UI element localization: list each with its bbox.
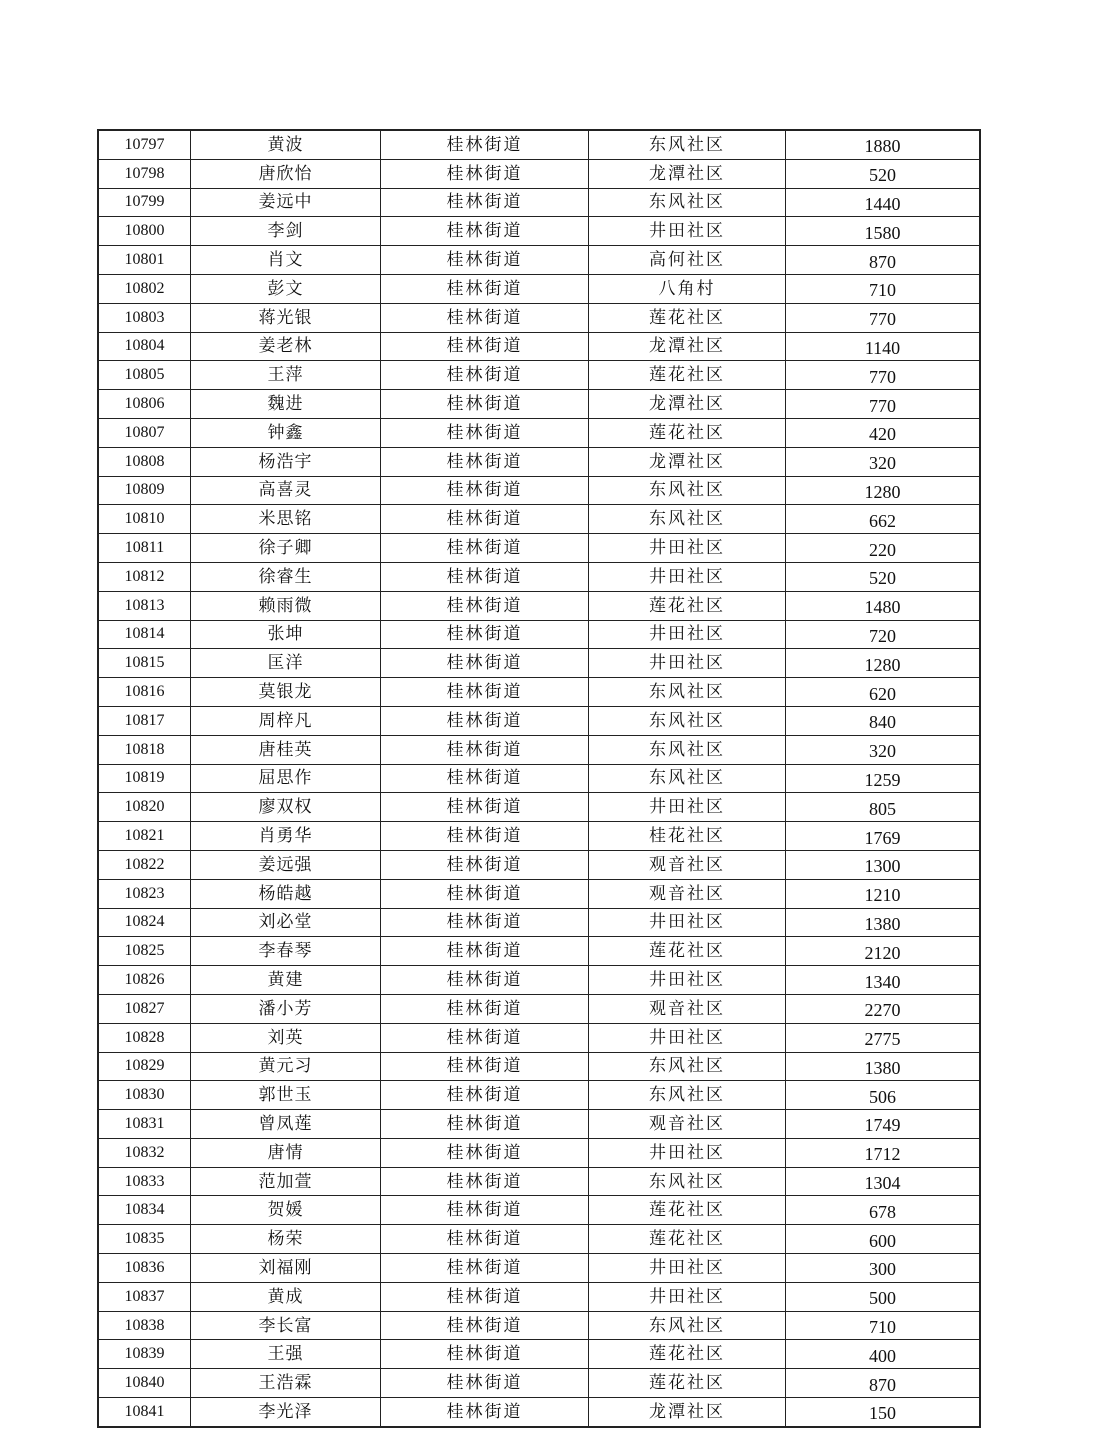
table-row <box>98 534 980 563</box>
amount-cell: 420 <box>786 418 981 447</box>
amount-cell: 2270 <box>786 994 981 1023</box>
table-row <box>98 418 980 447</box>
table-row <box>98 620 980 649</box>
record-id-cell: 10806 <box>98 390 191 419</box>
record-id-cell: 10815 <box>98 649 191 678</box>
community-cell: 井田社区 <box>589 1282 786 1311</box>
person-name-cell: 黄元习 <box>191 1052 381 1081</box>
table-row <box>98 130 980 159</box>
table-row <box>98 1282 980 1311</box>
table-row <box>98 1138 980 1167</box>
community-cell: 龙潭社区 <box>589 1398 786 1427</box>
community-cell: 龙潭社区 <box>589 159 786 188</box>
amount-cell: 870 <box>786 246 981 275</box>
table-row <box>98 303 980 332</box>
table-row <box>98 1254 980 1283</box>
community-cell: 龙潭社区 <box>589 332 786 361</box>
person-name-cell: 姜远强 <box>191 850 381 879</box>
amount-cell: 1580 <box>786 217 981 246</box>
amount-cell: 1340 <box>786 966 981 995</box>
record-id-cell: 10838 <box>98 1311 191 1340</box>
street-cell: 桂林街道 <box>381 447 589 476</box>
person-name-cell: 曾凤莲 <box>191 1110 381 1139</box>
community-cell: 东风社区 <box>589 505 786 534</box>
community-cell: 东风社区 <box>589 130 786 159</box>
record-id-cell: 10830 <box>98 1081 191 1110</box>
community-cell: 莲花社区 <box>589 303 786 332</box>
person-name-cell: 贺媛 <box>191 1196 381 1225</box>
person-name-cell: 赖雨微 <box>191 591 381 620</box>
table-row <box>98 361 980 390</box>
amount-cell: 400 <box>786 1340 981 1369</box>
street-cell: 桂林街道 <box>381 649 589 678</box>
table-row <box>98 1225 980 1254</box>
person-name-cell: 杨浩宇 <box>191 447 381 476</box>
street-cell: 桂林街道 <box>381 591 589 620</box>
record-id-cell: 10798 <box>98 159 191 188</box>
person-name-cell: 黄成 <box>191 1282 381 1311</box>
community-cell: 井田社区 <box>589 793 786 822</box>
community-cell: 东风社区 <box>589 735 786 764</box>
amount-cell: 500 <box>786 1282 981 1311</box>
community-cell: 高何社区 <box>589 246 786 275</box>
table-row <box>98 246 980 275</box>
amount-cell: 720 <box>786 620 981 649</box>
amount-cell: 805 <box>786 793 981 822</box>
person-name-cell: 杨荣 <box>191 1225 381 1254</box>
table-row <box>98 879 980 908</box>
street-cell: 桂林街道 <box>381 793 589 822</box>
record-id-cell: 10808 <box>98 447 191 476</box>
table-row <box>98 562 980 591</box>
street-cell: 桂林街道 <box>381 1023 589 1052</box>
record-id-cell: 10822 <box>98 850 191 879</box>
street-cell: 桂林街道 <box>381 966 589 995</box>
record-id-cell: 10805 <box>98 361 191 390</box>
table-row <box>98 1196 980 1225</box>
person-name-cell: 范加萱 <box>191 1167 381 1196</box>
amount-cell: 870 <box>786 1369 981 1398</box>
street-cell: 桂林街道 <box>381 418 589 447</box>
person-name-cell: 郭世玉 <box>191 1081 381 1110</box>
table-row <box>98 159 980 188</box>
person-name-cell: 徐子卿 <box>191 534 381 563</box>
table-row <box>98 188 980 217</box>
record-id-cell: 10827 <box>98 994 191 1023</box>
record-id-cell: 10814 <box>98 620 191 649</box>
record-id-cell: 10839 <box>98 1340 191 1369</box>
person-name-cell: 黄建 <box>191 966 381 995</box>
street-cell: 桂林街道 <box>381 534 589 563</box>
street-cell: 桂林街道 <box>381 159 589 188</box>
street-cell: 桂林街道 <box>381 994 589 1023</box>
amount-cell: 770 <box>786 390 981 419</box>
street-cell: 桂林街道 <box>381 1340 589 1369</box>
records-table <box>97 129 981 1428</box>
street-cell: 桂林街道 <box>381 217 589 246</box>
community-cell: 八角村 <box>589 274 786 303</box>
person-name-cell: 李光泽 <box>191 1398 381 1427</box>
record-id-cell: 10819 <box>98 764 191 793</box>
record-id-cell: 10828 <box>98 1023 191 1052</box>
street-cell: 桂林街道 <box>381 908 589 937</box>
record-id-cell: 10832 <box>98 1138 191 1167</box>
amount-cell: 1259 <box>786 764 981 793</box>
street-cell: 桂林街道 <box>381 850 589 879</box>
record-id-cell: 10817 <box>98 706 191 735</box>
person-name-cell: 潘小芳 <box>191 994 381 1023</box>
street-cell: 桂林街道 <box>381 1254 589 1283</box>
person-name-cell: 张坤 <box>191 620 381 649</box>
record-id-cell: 10802 <box>98 274 191 303</box>
record-id-cell: 10818 <box>98 735 191 764</box>
street-cell: 桂林街道 <box>381 130 589 159</box>
table-row <box>98 764 980 793</box>
person-name-cell: 刘必堂 <box>191 908 381 937</box>
amount-cell: 1210 <box>786 879 981 908</box>
record-id-cell: 10803 <box>98 303 191 332</box>
street-cell: 桂林街道 <box>381 1138 589 1167</box>
table-row <box>98 505 980 534</box>
table-row <box>98 1340 980 1369</box>
street-cell: 桂林街道 <box>381 562 589 591</box>
person-name-cell: 李长富 <box>191 1311 381 1340</box>
community-cell: 观音社区 <box>589 879 786 908</box>
table-row <box>98 822 980 851</box>
record-id-cell: 10807 <box>98 418 191 447</box>
street-cell: 桂林街道 <box>381 303 589 332</box>
community-cell: 井田社区 <box>589 1254 786 1283</box>
community-cell: 东风社区 <box>589 1167 786 1196</box>
table-row <box>98 937 980 966</box>
street-cell: 桂林街道 <box>381 1081 589 1110</box>
table-row <box>98 994 980 1023</box>
table-row <box>98 390 980 419</box>
person-name-cell: 刘英 <box>191 1023 381 1052</box>
street-cell: 桂林街道 <box>381 274 589 303</box>
table-row <box>98 966 980 995</box>
record-id-cell: 10810 <box>98 505 191 534</box>
record-id-cell: 10801 <box>98 246 191 275</box>
community-cell: 井田社区 <box>589 966 786 995</box>
person-name-cell: 唐情 <box>191 1138 381 1167</box>
person-name-cell: 钟鑫 <box>191 418 381 447</box>
person-name-cell: 黄波 <box>191 130 381 159</box>
table-row <box>98 332 980 361</box>
community-cell: 井田社区 <box>589 649 786 678</box>
amount-cell: 1380 <box>786 908 981 937</box>
record-id-cell: 10812 <box>98 562 191 591</box>
table-row <box>98 1398 980 1427</box>
person-name-cell: 蒋光银 <box>191 303 381 332</box>
street-cell: 桂林街道 <box>381 1167 589 1196</box>
person-name-cell: 肖勇华 <box>191 822 381 851</box>
community-cell: 东风社区 <box>589 706 786 735</box>
person-name-cell: 匡洋 <box>191 649 381 678</box>
table-row <box>98 706 980 735</box>
person-name-cell: 唐欣怡 <box>191 159 381 188</box>
person-name-cell: 刘福刚 <box>191 1254 381 1283</box>
amount-cell: 2775 <box>786 1023 981 1052</box>
street-cell: 桂林街道 <box>381 332 589 361</box>
record-id-cell: 10841 <box>98 1398 191 1427</box>
amount-cell: 520 <box>786 562 981 591</box>
street-cell: 桂林街道 <box>381 361 589 390</box>
person-name-cell: 莫银龙 <box>191 678 381 707</box>
record-id-cell: 10833 <box>98 1167 191 1196</box>
community-cell: 莲花社区 <box>589 1225 786 1254</box>
table-row <box>98 793 980 822</box>
table-row <box>98 274 980 303</box>
community-cell: 莲花社区 <box>589 591 786 620</box>
amount-cell: 840 <box>786 706 981 735</box>
street-cell: 桂林街道 <box>381 735 589 764</box>
street-cell: 桂林街道 <box>381 505 589 534</box>
record-id-cell: 10804 <box>98 332 191 361</box>
amount-cell: 1380 <box>786 1052 981 1081</box>
community-cell: 井田社区 <box>589 1023 786 1052</box>
table-row <box>98 476 980 505</box>
record-id-cell: 10825 <box>98 937 191 966</box>
person-name-cell: 魏进 <box>191 390 381 419</box>
amount-cell: 1300 <box>786 850 981 879</box>
person-name-cell: 屈思作 <box>191 764 381 793</box>
street-cell: 桂林街道 <box>381 1398 589 1427</box>
amount-cell: 1480 <box>786 591 981 620</box>
record-id-cell: 10821 <box>98 822 191 851</box>
community-cell: 莲花社区 <box>589 1369 786 1398</box>
person-name-cell: 周梓凡 <box>191 706 381 735</box>
person-name-cell: 唐桂英 <box>191 735 381 764</box>
amount-cell: 220 <box>786 534 981 563</box>
person-name-cell: 姜老林 <box>191 332 381 361</box>
amount-cell: 1140 <box>786 332 981 361</box>
street-cell: 桂林街道 <box>381 822 589 851</box>
street-cell: 桂林街道 <box>381 879 589 908</box>
person-name-cell: 彭文 <box>191 274 381 303</box>
record-id-cell: 10797 <box>98 130 191 159</box>
person-name-cell: 王强 <box>191 1340 381 1369</box>
community-cell: 东风社区 <box>589 678 786 707</box>
community-cell: 东风社区 <box>589 764 786 793</box>
community-cell: 东风社区 <box>589 476 786 505</box>
table-row <box>98 447 980 476</box>
community-cell: 桂花社区 <box>589 822 786 851</box>
table-row <box>98 850 980 879</box>
street-cell: 桂林街道 <box>381 1311 589 1340</box>
amount-cell: 1440 <box>786 188 981 217</box>
community-cell: 井田社区 <box>589 620 786 649</box>
community-cell: 东风社区 <box>589 1052 786 1081</box>
person-name-cell: 王浩霖 <box>191 1369 381 1398</box>
person-name-cell: 杨皓越 <box>191 879 381 908</box>
table-row <box>98 908 980 937</box>
amount-cell: 1280 <box>786 476 981 505</box>
community-cell: 莲花社区 <box>589 418 786 447</box>
record-id-cell: 10840 <box>98 1369 191 1398</box>
record-id-cell: 10811 <box>98 534 191 563</box>
table-row <box>98 1023 980 1052</box>
record-id-cell: 10816 <box>98 678 191 707</box>
amount-cell: 1280 <box>786 649 981 678</box>
person-name-cell: 肖文 <box>191 246 381 275</box>
community-cell: 莲花社区 <box>589 937 786 966</box>
amount-cell: 600 <box>786 1225 981 1254</box>
street-cell: 桂林街道 <box>381 1225 589 1254</box>
amount-cell: 620 <box>786 678 981 707</box>
community-cell: 井田社区 <box>589 1138 786 1167</box>
street-cell: 桂林街道 <box>381 1052 589 1081</box>
table-row <box>98 591 980 620</box>
community-cell: 观音社区 <box>589 1110 786 1139</box>
amount-cell: 300 <box>786 1254 981 1283</box>
amount-cell: 320 <box>786 447 981 476</box>
amount-cell: 678 <box>786 1196 981 1225</box>
table-row <box>98 1369 980 1398</box>
community-cell: 莲花社区 <box>589 1196 786 1225</box>
records-table-body <box>98 130 980 1427</box>
amount-cell: 662 <box>786 505 981 534</box>
person-name-cell: 李春琴 <box>191 937 381 966</box>
record-id-cell: 10823 <box>98 879 191 908</box>
amount-cell: 320 <box>786 735 981 764</box>
record-id-cell: 10834 <box>98 1196 191 1225</box>
amount-cell: 1304 <box>786 1167 981 1196</box>
person-name-cell: 廖双权 <box>191 793 381 822</box>
community-cell: 东风社区 <box>589 188 786 217</box>
street-cell: 桂林街道 <box>381 678 589 707</box>
record-id-cell: 10813 <box>98 591 191 620</box>
table-row <box>98 678 980 707</box>
table-row <box>98 1311 980 1340</box>
table-row <box>98 217 980 246</box>
amount-cell: 1712 <box>786 1138 981 1167</box>
person-name-cell: 米思铭 <box>191 505 381 534</box>
community-cell: 井田社区 <box>589 908 786 937</box>
street-cell: 桂林街道 <box>381 1110 589 1139</box>
person-name-cell: 王萍 <box>191 361 381 390</box>
amount-cell: 506 <box>786 1081 981 1110</box>
street-cell: 桂林街道 <box>381 1369 589 1398</box>
record-id-cell: 10824 <box>98 908 191 937</box>
street-cell: 桂林街道 <box>381 1282 589 1311</box>
record-id-cell: 10799 <box>98 188 191 217</box>
community-cell: 井田社区 <box>589 534 786 563</box>
person-name-cell: 高喜灵 <box>191 476 381 505</box>
street-cell: 桂林街道 <box>381 764 589 793</box>
record-id-cell: 10826 <box>98 966 191 995</box>
street-cell: 桂林街道 <box>381 390 589 419</box>
table-row <box>98 735 980 764</box>
record-id-cell: 10820 <box>98 793 191 822</box>
community-cell: 观音社区 <box>589 850 786 879</box>
table-row <box>98 649 980 678</box>
street-cell: 桂林街道 <box>381 620 589 649</box>
record-id-cell: 10837 <box>98 1282 191 1311</box>
amount-cell: 1769 <box>786 822 981 851</box>
record-id-cell: 10835 <box>98 1225 191 1254</box>
record-id-cell: 10809 <box>98 476 191 505</box>
table-row <box>98 1110 980 1139</box>
amount-cell: 770 <box>786 303 981 332</box>
amount-cell: 770 <box>786 361 981 390</box>
amount-cell: 710 <box>786 274 981 303</box>
community-cell: 井田社区 <box>589 562 786 591</box>
person-name-cell: 徐睿生 <box>191 562 381 591</box>
street-cell: 桂林街道 <box>381 246 589 275</box>
community-cell: 井田社区 <box>589 217 786 246</box>
community-cell: 东风社区 <box>589 1081 786 1110</box>
community-cell: 龙潭社区 <box>589 390 786 419</box>
community-cell: 龙潭社区 <box>589 447 786 476</box>
table-row <box>98 1167 980 1196</box>
table-row <box>98 1081 980 1110</box>
record-id-cell: 10836 <box>98 1254 191 1283</box>
community-cell: 东风社区 <box>589 1311 786 1340</box>
street-cell: 桂林街道 <box>381 476 589 505</box>
community-cell: 观音社区 <box>589 994 786 1023</box>
amount-cell: 1880 <box>786 130 981 159</box>
person-name-cell: 李剑 <box>191 217 381 246</box>
amount-cell: 1749 <box>786 1110 981 1139</box>
amount-cell: 150 <box>786 1398 981 1427</box>
person-name-cell: 姜远中 <box>191 188 381 217</box>
street-cell: 桂林街道 <box>381 937 589 966</box>
amount-cell: 520 <box>786 159 981 188</box>
street-cell: 桂林街道 <box>381 1196 589 1225</box>
amount-cell: 2120 <box>786 937 981 966</box>
street-cell: 桂林街道 <box>381 706 589 735</box>
amount-cell: 710 <box>786 1311 981 1340</box>
table-row <box>98 1052 980 1081</box>
community-cell: 莲花社区 <box>589 1340 786 1369</box>
record-id-cell: 10829 <box>98 1052 191 1081</box>
record-id-cell: 10800 <box>98 217 191 246</box>
record-id-cell: 10831 <box>98 1110 191 1139</box>
community-cell: 莲花社区 <box>589 361 786 390</box>
street-cell: 桂林街道 <box>381 188 589 217</box>
